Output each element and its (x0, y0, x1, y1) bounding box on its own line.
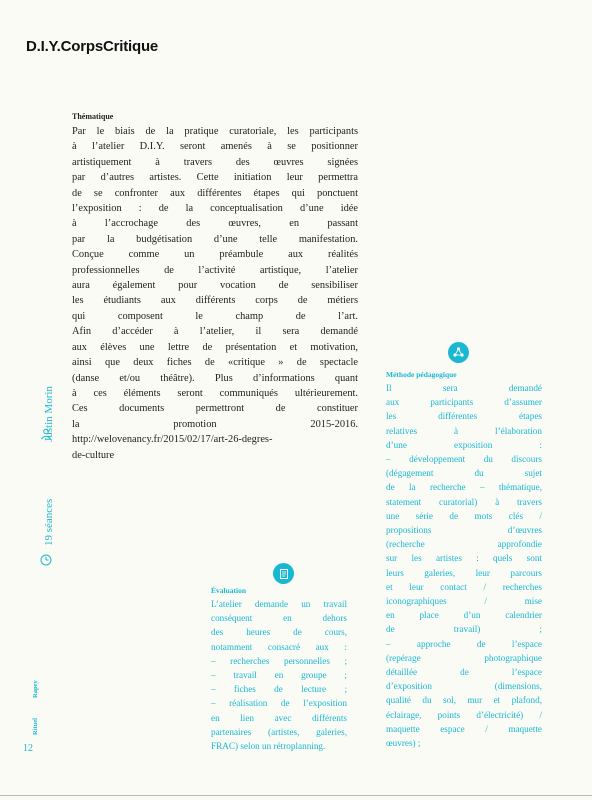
text-line: Conçue comme un préambule aux réalités (72, 249, 358, 261)
text-line: artistiquement à travers des œuvres signées (72, 156, 358, 168)
text-line: de la recherche – thématique, (386, 482, 542, 493)
thematique-body (72, 124, 358, 463)
text-line: à l’atelier D.I.Y. seront amenés à se positionner (72, 141, 358, 153)
text-line: une série de mots clés / (386, 510, 542, 521)
sidebar (18, 330, 55, 770)
text-line: leurs galeries, leur parcours (386, 567, 542, 578)
evaluation-body (211, 597, 347, 753)
text-line: professionnelles de l’activité artistique, l’atelier (72, 264, 358, 276)
rapey-label: Rapey (32, 680, 39, 698)
text-line: FRAC) selon un rétroplanning. (211, 741, 326, 752)
session-count: 19 séances (43, 498, 55, 546)
text-line: sur les artistes : quels sont (386, 553, 542, 564)
text-line: par d’autres artistes. Cette initiation leur permettra (72, 172, 358, 184)
text-line: aux participants d’assumer (386, 397, 542, 408)
text-line: à ces éléments seront communiqués ultérieurement. (72, 387, 358, 399)
text-line: maquette espace / maquette (386, 723, 542, 734)
text-line: L’atelier demande un travail (211, 599, 347, 609)
text-line: http://welovenancy.fr/2015/02/17/art-26-degres- (72, 434, 273, 446)
text-line: Ces documents permettront de constituer (72, 403, 358, 415)
methode-badge-icon (448, 342, 469, 363)
text-line: d’exposition (dimensions, (386, 681, 542, 692)
text-line: l’exposition : de la conceptualisation d’une idée (72, 203, 358, 215)
text-line: de travail) ; (386, 624, 542, 635)
text-line: – recherches personnelles ; (211, 655, 347, 666)
rituel-label: Rituel (32, 718, 39, 735)
text-line: Il sera demandé (386, 383, 542, 393)
page-title: D.I.Y.CorpsCritique (26, 38, 159, 55)
text-line: (repérage photographique (386, 652, 542, 663)
thematique-section (72, 112, 358, 463)
text-line: partenaires (artistes, galeries, (211, 726, 347, 737)
text-line: détaillée de l’espace (386, 667, 542, 678)
evaluation-badge-icon (273, 563, 294, 584)
text-line: en lien avec différents (211, 712, 347, 723)
text-line: (dégagement du sujet (386, 468, 542, 479)
document-icon (278, 568, 290, 580)
network-icon (452, 346, 465, 359)
text-line: (danse et/ou théâtre). Plus d’informations quant (72, 372, 358, 384)
text-line: de se confronter aux différentes étapes qui ponctuent (72, 187, 358, 199)
methode-heading: Méthode pédagogique (386, 370, 457, 379)
evaluation-heading: Évaluation (211, 586, 247, 595)
text-line: la promotion 2015-2016. (72, 418, 358, 430)
text-line: de-culture (72, 449, 115, 461)
text-line: les étudiants aux différents corps de métiers (72, 295, 358, 307)
text-line: Par le biais de la pratique curatoriale, les participants (72, 126, 358, 137)
text-line: relatives à l’élaboration (386, 425, 542, 436)
text-line: – réalisation de l’exposition (211, 698, 347, 709)
text-line: des heures de cours, (211, 627, 347, 638)
methode-body (386, 381, 542, 750)
text-line: en place d’un calendrier (386, 610, 542, 621)
thematique-heading: Thématique (72, 112, 114, 121)
page-edge-divider (0, 795, 592, 796)
text-line: – approche de l’espace (386, 638, 542, 649)
text-line: Afin d’accéder à l’atelier, il sera demandé (72, 326, 358, 338)
text-line: qui composent le champ de l’art. (72, 310, 358, 322)
text-line: par la budgétisation d’une telle manifestation. (72, 233, 358, 245)
text-line: – fiches de lecture ; (211, 684, 347, 695)
evaluation-section (211, 586, 347, 753)
text-line: – développement du discours (386, 454, 542, 465)
text-line: aux élèves une lettre de présentation et motivation, (72, 341, 358, 353)
text-line: – travail en groupe ; (211, 670, 347, 681)
text-line: les différentes étapes (386, 411, 542, 422)
text-line: qualité du sol, mur et plafond, (386, 695, 542, 706)
text-line: propositions d’œuvres (386, 525, 542, 536)
text-line: notamment consacré aux : (211, 641, 347, 652)
text-line: ainsi que deux fiches de «critique » de spectacle (72, 357, 358, 369)
text-line: à l’accrochage des œuvres, en passant (72, 218, 358, 230)
methode-section (386, 370, 542, 750)
text-line: iconographiques / mise (386, 596, 542, 607)
text-line: d’une exposition : (386, 439, 542, 450)
text-line: (recherche approfondie (386, 539, 542, 550)
text-line: aura également pour vocation de sensibiliser (72, 280, 358, 292)
page-number: 12 (23, 743, 33, 754)
text-line: conséquent en dehors (211, 613, 347, 624)
text-line: éclairage, points d’électricité) / (386, 709, 542, 720)
text-line: et leur contact / recherches (386, 581, 542, 592)
text-line: statement curatorial) à travers (386, 496, 542, 507)
author-name: Justin Morin (43, 386, 55, 442)
clock-icon (40, 554, 52, 566)
text-line: œuvres) ; (386, 738, 421, 749)
